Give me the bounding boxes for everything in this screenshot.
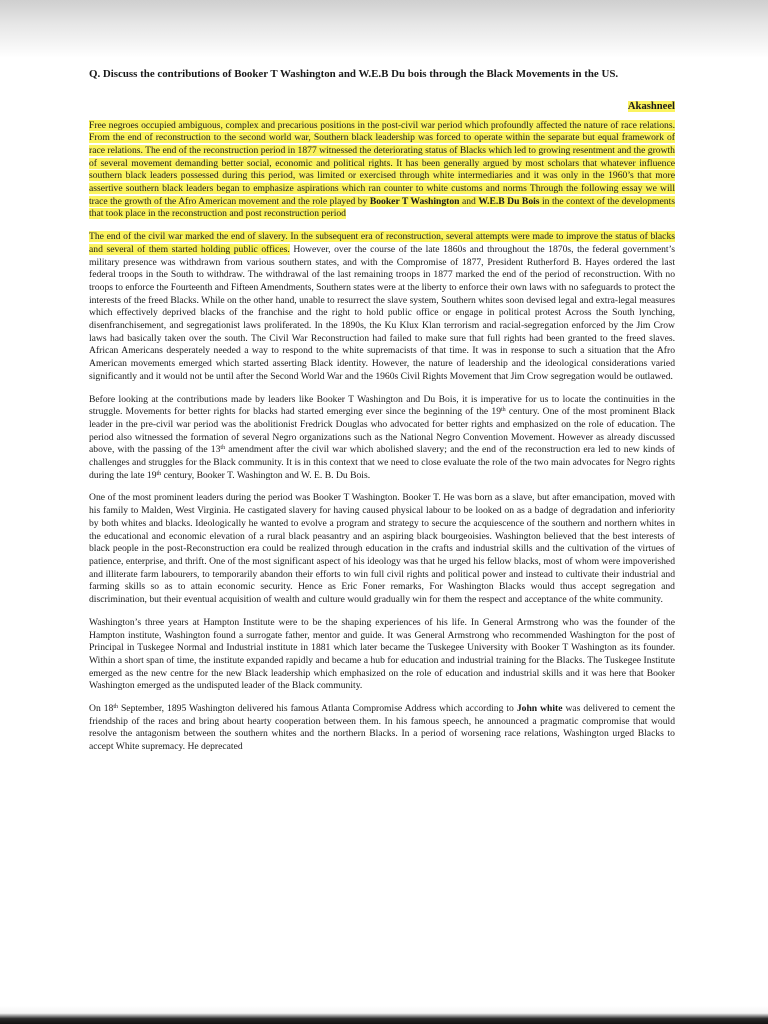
intro-and: and <box>459 195 479 207</box>
sup-th-2: th <box>220 445 226 452</box>
continuities-text-c: amendment after the civil war which abolished slavery; and the end of the reconstruction era led to new kinds of challenges and struggles for the Black community. It is in this context that we need to close evaluate the role of the two main advocates for Negro rights during the late 19 <box>89 444 675 481</box>
reconstruction-text: However, over the course of the late 1860s and throughout the 1870s, the federal government’s military presence was withdrawn from various southern states, and with the Compromise of 1877, President Rutherford B. Hayes ordered the last federal troops in the South to withdraw. The withdrawal of the last remaining troops in 1877 marked the end of the period of reconstruction. With no troops to enforce the Fourteenth and Fifteen Amendments, Southern states were at the liberty to enforce their own laws with no safeguards to protect the interests of the freed Blacks. While on the other hand, unable to resurrect the slave system, Southern whites soon devised legal and extra-legal measures which effectively deprived blacks of the franchise and the right to hold public office or engage in political protest Across the South lynching, disenfranchisement, and segregationist laws proliferated. In the 1890s, the Ku Klux Klan terrorism and racial-segregation enforced by the Jim Crow laws had basically taken over the south. The Civil War Reconstruction had failed to make sure that full rights had been granted to the freed slaves. African Americans desperately needed a way to respond to the white supremacists of that time. It was in response to such a situation that the Afro American movements emerged which started asserting Black identity. However, the nature of leadership and the ideological considerations varied significantly and it would not be until after the Second World War and the 1960s Civil Rights Movement that Jim Crow segregation would be outlawed. <box>89 243 675 382</box>
paragraph-hampton: Washington’s three years at Hampton Institute were to be the shaping experiences of his life. In General Armstrong who was the founder of the Hampton institute, Washington found a surrogate father, mentor and guide. It was General Armstrong who recommended Washington for the post of Principal in Tuskegee Normal and Industrial institute in 1881 which later became the Tuskegee University with Booker T Washington as its founder. Within a short span of time, the institute expanded rapidly and became a hub for education and industrial training for the Blacks. The Tuskegee Institute emerged as the new centre for the new Black leadership which emphasized on the role of education and industrial skills and it was here that Booker Washington emerged as the undisputed leader of the Black community. <box>89 616 675 692</box>
author-highlight: Akashneel <box>627 100 675 112</box>
intro-bold-dubois: W.E.B Du Bois <box>478 195 540 207</box>
atlanta-bold-john-white: John white <box>516 703 563 715</box>
question-heading: Q. Discuss the contributions of Booker T Washington and W.E.B Du bois through the Black Movements in the US. <box>89 68 619 80</box>
sup-th-1: th <box>501 407 506 414</box>
continuities-text-d: century, Booker T. Washington and W. E. B. Du Bois. <box>161 469 371 481</box>
sup-th-3: th <box>156 470 162 477</box>
intro-highlight <box>89 120 675 220</box>
document-page <box>89 67 675 754</box>
paragraph-washington: One of the most prominent leaders during the period was Booker T Washington. Booker T. He was born as a slave, but after emancipation, moved with his family to Malden, West Virginia. He castigated slavery for having caused physical labour to be looked on as a badge of degradation and inferiority by both whites and blacks. Ideologically he wanted to evolve a program and strategy to secure the acquiescence of the southern and northern whites in the educational and economic elevation of a rural black peasantry and an aspiring black bourgeoisies. Washington believed that the best interests of black people in the post-Reconstruction era could be realized through education in the crafts and industrial skills and the cultivation of the virtues of patience, enterprise, and thrift. One of the most significant aspect of his ideology was that he urged his fellow blacks, most of whom were impoverished and illiterate farm labourers, to temporarily abandon their efforts to win full civil rights and political power and instead to cultivate their industrial and farming skills so as to attain economic security. Hence as Eric Foner remarks, For Washington Blacks would thus accept segregation and discrimination, but their eventual acquisition of wealth and culture would gradually win for them the respect and acceptance of the white community. <box>89 492 675 606</box>
atlanta-text-a: On 18 <box>89 703 114 715</box>
atlanta-text-b: September, 1895 Washington delivered his famous Atlanta Compromise Address which according to <box>118 703 517 715</box>
continuities-text-b: century. One of the most prominent Black leader in the pre-civil war period was the abolitionist Fredrick Douglas who advocated for better rights and emphasized on the role of education. The period also witnessed the formation of several Negro organizations such as the National Negro Convention Movement. However as already discussed above, with the passing of the 13 <box>89 406 675 456</box>
reconstruction-highlight: The end of the civil war marked the end of slavery. In the subsequent era of reconstruction, several attempts were made to improve the status of blacks and several of them started holding public offices. <box>89 231 675 255</box>
atlanta-text-c: was delivered to cement the friendship of the races and bring about hearty cooperation between them. In his famous speech, he announced a pragmatic compromise that would resolve the antagonism between the southern whites and the northern Blacks. In a period of worsening race relations, Washington urged Blacks to accept White supremacy. He deprecated <box>89 703 675 753</box>
intro-bold-washington: Booker T Washington <box>369 195 460 207</box>
continuities-text-a: Before looking at the contributions made by leaders like Booker T Washington and Du Bois, it is imperative for us to locate the continuities in the struggle. Movements for better rights for blacks had started emerging ever since the beginning of the 19 <box>89 393 675 418</box>
paragraph-atlanta <box>89 703 675 754</box>
paragraph-reconstruction <box>89 231 675 383</box>
sup-th-4: th <box>113 704 118 711</box>
intro-end: in the context of the developments that took place in the reconstruction and post reconstruction period <box>89 195 675 220</box>
top-shadow <box>0 0 768 58</box>
bottom-edge <box>0 1006 768 1024</box>
paragraph-intro <box>89 120 675 222</box>
paragraph-continuities <box>89 394 675 483</box>
intro-text: Free negroes occupied ambiguous, complex and precarious positions in the post-civil war period which profoundly affected the nature of race relations. From the end of reconstruction to the second world war, Southern black leadership was forced to operate within the separate but equal framework of race relations. The end of the reconstruction period in 1877 witnessed the deteriorating status of Blacks which led to growing resentment and the growth of several movement demanding better social, economic and political rights. It has been generally argued by most scholars that whatever influence southern black leaders possessed during this period, was limited or exercised through white intermediaries and it was only in the 1960’s that more assertive southern black leaders began to emphasize aspirations which ran counter to white customs and norms Through the following essay we will trace the growth of the Afro American movement and the role played by <box>89 119 675 207</box>
author-name <box>89 100 675 114</box>
